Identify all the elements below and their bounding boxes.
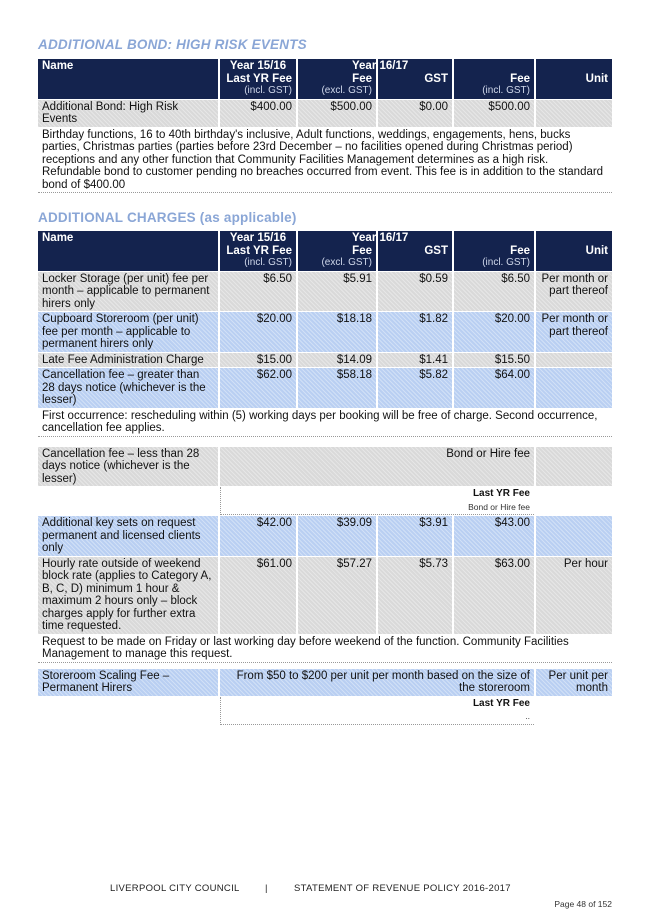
row-fee-incl: $20.00 bbox=[454, 312, 534, 352]
row-name: Hourly rate outside of weekend block rate (applies to Category A, B, C, D) minimum 1 hour & maximum 2 hours only – block charges apply for further extra time requested. bbox=[38, 557, 218, 634]
row-fee-incl: $500.00 bbox=[454, 100, 534, 127]
note-row bbox=[38, 635, 612, 663]
row-name: Additional Bond: High Risk Events bbox=[38, 100, 218, 127]
note-row bbox=[38, 409, 612, 437]
table-row bbox=[38, 447, 612, 487]
row-last-fee: $61.00 bbox=[220, 557, 296, 634]
row-name: Storeroom Scaling Fee – Permanent Hirers bbox=[38, 669, 218, 696]
row-gst: $1.82 bbox=[378, 312, 452, 352]
section-title-additional-charges: ADDITIONAL CHARGES (as applicable) bbox=[38, 210, 297, 225]
row-fee: $58.18 bbox=[298, 368, 376, 408]
header-last-yr-fee: Year 15/16 Last YR Fee (incl. GST) bbox=[220, 59, 296, 99]
header-gst: Year 16/17 GST bbox=[378, 231, 452, 271]
row-unit: Per month or part thereof bbox=[536, 272, 612, 312]
table-row bbox=[38, 368, 612, 408]
footer-council: LIVERPOOL CITY COUNCIL bbox=[110, 883, 240, 894]
row-fee: $5.91 bbox=[298, 272, 376, 312]
row-fee-incl: $64.00 bbox=[454, 368, 534, 408]
row-name: Late Fee Administration Charge bbox=[38, 353, 218, 368]
row-fee-incl: $15.50 bbox=[454, 353, 534, 368]
note-text: First occurrence: rescheduling within (5) working days per booking will be free of charge. Second occurrence, cancellation fee applies. bbox=[38, 409, 612, 437]
table-row bbox=[38, 669, 612, 696]
table-row bbox=[38, 100, 612, 127]
table-row bbox=[38, 312, 612, 352]
row-last-fee: $42.00 bbox=[220, 516, 296, 556]
row-fee: $14.09 bbox=[298, 353, 376, 368]
row-fee: $57.27 bbox=[298, 557, 376, 634]
row-gst: $0.00 bbox=[378, 100, 452, 127]
header-fee-excl: Fee (excl. GST) bbox=[298, 59, 376, 99]
row-unit bbox=[536, 368, 612, 408]
spacer-row bbox=[38, 438, 612, 446]
row-gst: $1.41 bbox=[378, 353, 452, 368]
row-fee: $500.00 bbox=[298, 100, 376, 127]
row-fee: $39.09 bbox=[298, 516, 376, 556]
header-name: Name bbox=[38, 59, 218, 99]
row-value: From $50 to $200 per unit per month based on the size of the storeroom bbox=[220, 669, 534, 696]
table-header-row bbox=[38, 59, 612, 99]
note-text: Birthday functions, 16 to 40th birthday's inclusive, Adult functions, weddings, engagements, hens, bucks parties, Christmas parties (parties before 23rd December – no facilities opened during Christmas period) receptions and any other function that Community Facilities Management determines as a high risk. Refundable bond to customer pending no breaches occurred from event. This fee is in addition to the standard bond of $400.00 bbox=[38, 128, 612, 194]
section-title-additional-bond: ADDITIONAL BOND: HIGH RISK EVENTS bbox=[38, 37, 307, 52]
table-header-row bbox=[38, 231, 612, 271]
row-gst: $5.82 bbox=[378, 368, 452, 408]
row-gst: $3.91 bbox=[378, 516, 452, 556]
row-fee: $18.18 bbox=[298, 312, 376, 352]
header-fee-incl: Fee (incl. GST) bbox=[454, 231, 534, 271]
row-name: Cancellation fee – less than 28 days notice (whichever is the lesser) bbox=[38, 447, 218, 487]
mini-header: Last YR Fee .. bbox=[220, 697, 534, 725]
row-last-fee: $6.50 bbox=[220, 272, 296, 312]
row-unit bbox=[536, 447, 612, 487]
row-gst: $5.73 bbox=[378, 557, 452, 634]
spacer-row bbox=[38, 664, 612, 668]
mini-header-row bbox=[38, 697, 612, 725]
row-last-fee: $62.00 bbox=[220, 368, 296, 408]
row-value: Bond or Hire fee bbox=[220, 447, 534, 487]
footer-statement: STATEMENT OF REVENUE POLICY 2016-2017 bbox=[294, 883, 511, 894]
row-gst: $0.59 bbox=[378, 272, 452, 312]
row-last-fee: $400.00 bbox=[220, 100, 296, 127]
footer-separator: | bbox=[265, 883, 268, 894]
header-unit: Unit bbox=[536, 231, 612, 271]
header-name: Name bbox=[38, 231, 218, 271]
row-name: Cupboard Storeroom (per unit) fee per month – applicable to permanent hirers only bbox=[38, 312, 218, 352]
row-name: Cancellation fee – greater than 28 days notice (whichever is the lesser) bbox=[38, 368, 218, 408]
note-text: Request to be made on Friday or last working day before weekend of the function. Community Facilities Management to manage this request. bbox=[38, 635, 612, 663]
header-fee-excl: Fee (excl. GST) bbox=[298, 231, 376, 271]
header-gst: Year 16/17 GST bbox=[378, 59, 452, 99]
row-unit bbox=[536, 353, 612, 368]
row-unit: Per hour bbox=[536, 557, 612, 634]
row-fee-incl: $63.00 bbox=[454, 557, 534, 634]
page-number: Page 48 of 152 bbox=[554, 899, 612, 909]
mini-header-row bbox=[38, 487, 612, 515]
row-fee-incl: $6.50 bbox=[454, 272, 534, 312]
additional-charges-table bbox=[36, 230, 614, 726]
row-last-fee: $15.00 bbox=[220, 353, 296, 368]
note-row bbox=[38, 128, 612, 194]
row-unit: Per month or part thereof bbox=[536, 312, 612, 352]
mini-header: Last YR Fee Bond or Hire fee bbox=[220, 487, 534, 515]
row-name: Locker Storage (per unit) fee per month – applicable to permanent hirers only bbox=[38, 272, 218, 312]
header-fee-incl: Fee (incl. GST) bbox=[454, 59, 534, 99]
table-row bbox=[38, 353, 612, 368]
table-row bbox=[38, 516, 612, 556]
row-unit: Per unit per month bbox=[536, 669, 612, 696]
table-row bbox=[38, 272, 612, 312]
row-unit bbox=[536, 100, 612, 127]
row-name: Additional key sets on request permanent and licensed clients only bbox=[38, 516, 218, 556]
additional-bond-table bbox=[36, 58, 614, 194]
row-unit bbox=[536, 516, 612, 556]
header-unit: Unit bbox=[536, 59, 612, 99]
row-fee-incl: $43.00 bbox=[454, 516, 534, 556]
row-last-fee: $20.00 bbox=[220, 312, 296, 352]
table-row bbox=[38, 557, 612, 634]
header-last-yr-fee: Year 15/16 Last YR Fee (incl. GST) bbox=[220, 231, 296, 271]
